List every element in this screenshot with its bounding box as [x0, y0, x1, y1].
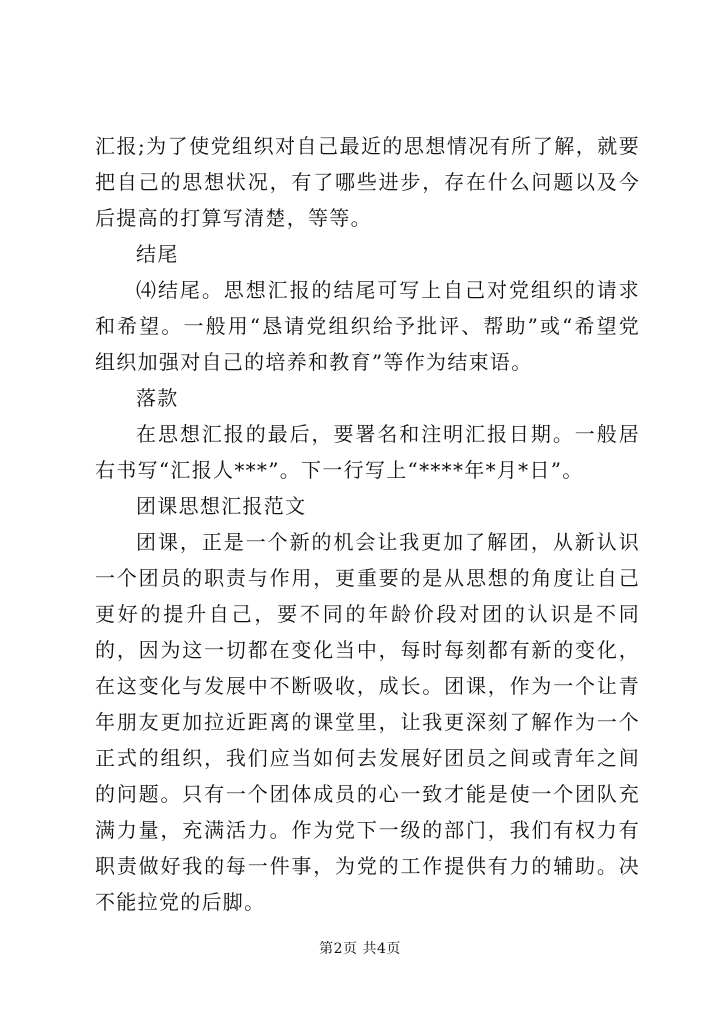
paragraph-signature: 在思想汇报的最后，要署名和注明汇报日期。一般居右书写“汇报人***”。下一行写上“****年*月*日”。	[95, 422, 640, 482]
page-footer: 第2页 共4页	[319, 941, 401, 957]
heading-ending: 结尾	[136, 242, 179, 266]
heading-sample-title: 团课思想汇报范文	[136, 494, 307, 518]
heading-signature: 落款	[136, 386, 179, 410]
paragraph-continuation: 汇报;为了使党组织对自己最近的思想情况有所了解，就要把自己的思想状况，有了哪些进步，存在什么问题以及今后提高的打算写清楚，等等。	[95, 134, 640, 230]
document-body	[95, 128, 640, 920]
paragraph-sample-body: 团课，正是一个新的机会让我更加了解团，从新认识一个团员的职责与作用，更重要的是从思想的角度让自己更好的提升自己，要不同的年龄价段对团的认识是不同的，因为这一切都在变化当中，每时每刻都有新的变化，在这变化与发展中不断吸收，成长。团课，作为一个让青年朋友更加拉近距离的课堂里，让我更深刻了解作为一个正式的组织，我们应当如何去发展好团员之间或青年之间的问题。只有一个团体成员的心一致才能是使一个团队充满力量，充满活力。作为党下一级的部门，我们有权力有职责做好我的每一件事，为党的工作提供有力的辅助。决不能拉党的后脚。	[95, 530, 640, 914]
paragraph-ending: ⑷结尾。思想汇报的结尾可写上自己对党组织的请求和希望。一般用“恳请党组织给予批评、帮助”或“希望党组织加强对自己的培养和教育”等作为结束语。	[95, 278, 640, 374]
